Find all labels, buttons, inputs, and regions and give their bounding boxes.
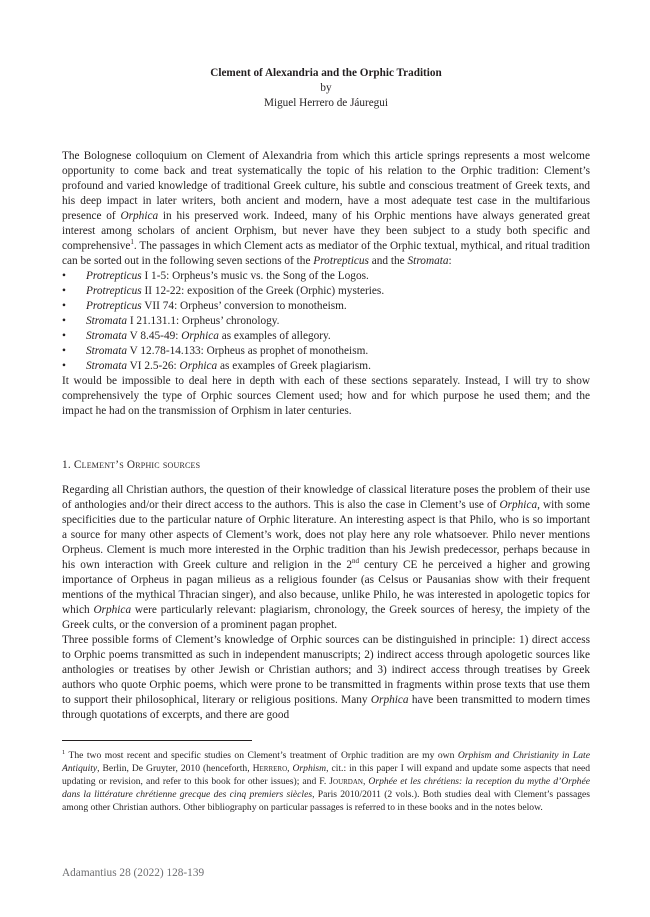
italic-term: Protrepticus [313, 255, 369, 267]
article-title: Clement of Alexandria and the Orphic Tradition [210, 67, 442, 79]
italic-term: Stromata [407, 255, 449, 267]
section-paragraph-1 [62, 483, 590, 633]
author-name: Miguel Herrero de Jáuregui [264, 97, 388, 109]
italic-term: Orphica [499, 499, 538, 511]
sections-list [62, 269, 590, 374]
list-item-text: V 12.78-14.133: Orpheus as prophet of monotheism. [127, 345, 369, 357]
text-span: , [287, 763, 293, 775]
list-item [62, 269, 590, 284]
text-span: in his preserved work. Indeed, many of his Orphic mentions have always generated great interest among scholars of ancient Orphism, but never have they been subject to a study both specific and comprehensive [62, 210, 590, 252]
title-block [62, 66, 590, 111]
bullet-icon: • [62, 345, 66, 357]
text-span: , with some specificities due to the particular nature of Orphic literature. An interesting aspect is that Philo, who is so important a source for many other aspects of Clement’s work, does not play here any role whatsoever. Philo never mentions Orpheus. Clement is much more interested in the Orphic tradition than his Jewish predecessor, perhaps because in his own interaction with Greek culture and religion in the 2 [62, 499, 591, 571]
italic-term: Orphica [181, 330, 219, 342]
author-smallcaps: Jourdan [329, 776, 363, 788]
text-span: century CE he perceived a higher and growing importance of Orpheus in pagan milieus as a religious founder (as Celsus or Pausanias show with their frequent mentions of the mythical Thracian singer), and also because, unlike Philo, he was interested in apologetic topics for which [62, 559, 590, 616]
footnote-1 [62, 749, 590, 814]
work-title: Protrepticus [86, 285, 142, 297]
section-text [62, 483, 590, 723]
bullet-icon: • [62, 330, 66, 342]
text-span: . The passages in which Clement acts as mediator of the Orphic textual, mythical, and ritual tradition can be sorted out in the following seven sections of the [62, 240, 590, 267]
book-title: Orphism [292, 763, 327, 775]
text-span: , Berlin, De Gruyter, 2010 (henceforth, [97, 763, 253, 775]
section-heading: 1. Clement’s Orphic sources [62, 459, 201, 471]
text-span: have been transmitted to modern times through quotations of excerpts, and there are good [62, 694, 590, 721]
list-item-text: VI 2.5-26: [127, 360, 180, 372]
text-span: were particularly relevant: plagiarism, chronology, the Greek sources of heresy, the impiety of the Greek cults, or the conversion of a prominent pagan prophet. [62, 604, 590, 631]
footnote-number: 1 [62, 748, 66, 756]
text-span: , Paris 2010/2011 (2 vols.). Both studies deal with Clement’s passages among other Christian authors. Other bibliography on particular passages is referred to in these books and in the notes below. [62, 789, 591, 814]
text-span: Regarding all Christian authors, the question of their knowledge of classical literature poses the problem of their use of anthologies and/or their direct access to the authors. This is also the case in Clement’s use of [62, 484, 590, 511]
list-item-text: V 8.45-49: [127, 330, 182, 342]
list-item [62, 284, 590, 299]
work-title: Stromata [86, 315, 128, 327]
footnote-divider [62, 740, 252, 741]
bullet-icon: • [62, 315, 66, 327]
list-item-text: as examples of Greek plagiarism. [217, 360, 371, 372]
author-smallcaps: Herrero [252, 763, 288, 775]
book-title: Orphée et les chrétiens: la reception du mythe d’Orphée dans la littérature chrétienne grecque des cinq premiers siècles [62, 776, 590, 801]
section-paragraph-2 [62, 633, 590, 723]
text-span: and the [368, 255, 408, 267]
list-item-text: VII 74: Orpheus’ conversion to monotheism. [141, 300, 347, 312]
text-span: The Bolognese colloquium on Clement of Alexandria from which this article springs represents a most welcome opportunity to come back and treat systematically the topic of his relation to the Orphic tradition: Clement’s profound and varied knowledge of traditional Greek culture, his subtle and conscious treatment of Greek texts, and his deep impact in later writers, both ancient and modern, have a most adequate test case in the multifarious presence of [62, 150, 590, 222]
bullet-icon: • [62, 300, 66, 312]
intro-text [62, 149, 590, 419]
list-item [62, 314, 590, 329]
text-span: : [448, 255, 452, 267]
journal-footer: Adamantius 28 (2022) 128-139 [62, 867, 205, 879]
text-span: Three possible forms of Clement’s knowledge of Orphic sources can be distinguished in principle: 1) direct access to Orphic poems transmitted as such in independent manuscripts; 2) indirect access through apologetic sources like anthologies or treatises by other Jewish or Christian authors; and 3) indirect access through treatises by Greek authors who quote Orphic poems, which were prone to be transmitted in fragments within prose texts that use them to support their philosophical, literary or religious positions. Many [62, 634, 590, 706]
list-item [62, 299, 590, 314]
italic-term: Orphica [179, 360, 218, 372]
list-item-text: I 21.131.1: Orpheus’ chronology. [127, 315, 280, 327]
byline-by: by [320, 82, 332, 94]
list-item-text: I 1-5: Orpheus’s music vs. the Song of the Logos. [141, 270, 369, 282]
book-title: Orphism and Christianity in Late Antiquity [62, 750, 590, 775]
list-item [62, 344, 590, 359]
italic-term: Orphica [120, 210, 159, 222]
work-title: Stromata [86, 360, 128, 372]
italic-term: Orphica [93, 604, 132, 616]
ordinal-suffix: nd [352, 557, 360, 566]
work-title: Protrepticus [86, 300, 142, 312]
list-item-text: II 12-22: exposition of the Greek (Orphic) mysteries. [141, 285, 385, 297]
bullet-icon: • [62, 285, 66, 297]
bullet-icon: • [62, 270, 66, 282]
italic-term: Orphica [370, 694, 409, 706]
text-span: , cit.: in this paper I will expand and update some aspects that need updating or revision, and refer to this book for other issues); and F. [62, 763, 591, 788]
work-title: Stromata [86, 345, 128, 357]
list-item-text: as examples of allegory. [218, 330, 331, 342]
intro-paragraph-1 [62, 149, 590, 269]
bullet-icon: • [62, 360, 66, 372]
work-title: Protrepticus [86, 270, 142, 282]
text-span: The two most recent and specific studies on Clement’s treatment of Orphic tradition are my own [65, 750, 458, 761]
list-item [62, 329, 590, 344]
list-item [62, 359, 590, 374]
work-title: Stromata [86, 330, 128, 342]
footnote-ref[interactable]: 1 [130, 238, 134, 247]
intro-paragraph-2: It would be impossible to deal here in depth with each of these sections separately. Instead, I will try to show comprehensively the type of Orphic sources Clement used; how and for which purpose he used them; and the impact he had on the transmission of Orphism in later centuries. [62, 375, 590, 417]
text-span: , [362, 776, 369, 788]
